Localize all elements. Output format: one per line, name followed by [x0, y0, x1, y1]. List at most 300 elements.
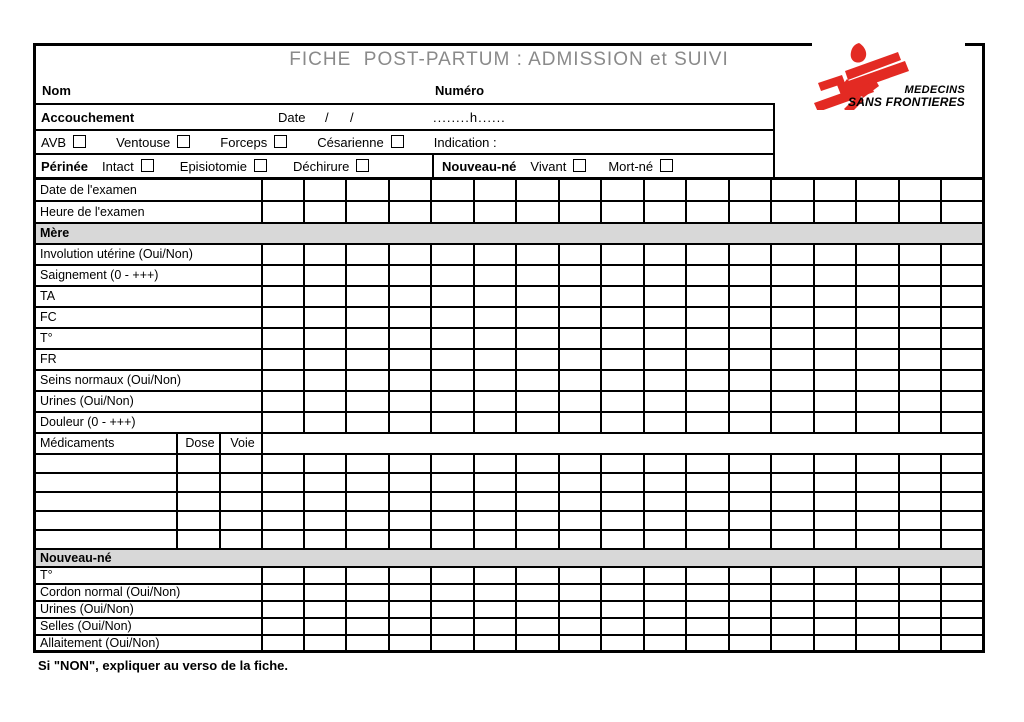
grid-cell[interactable] — [729, 473, 771, 492]
grid-cell[interactable] — [559, 370, 601, 391]
grid-cell[interactable] — [856, 391, 898, 412]
grid-cell[interactable] — [941, 412, 983, 433]
grid-cell[interactable] — [814, 179, 856, 201]
grid-cell[interactable] — [899, 349, 941, 370]
grid-cell[interactable] — [856, 567, 898, 584]
grid-cell[interactable] — [771, 265, 813, 286]
grid-cell[interactable] — [304, 179, 346, 201]
grid-cell[interactable] — [899, 201, 941, 223]
grid-cell[interactable] — [262, 584, 304, 601]
intact-checkbox[interactable] — [141, 159, 154, 172]
grid-cell[interactable] — [474, 511, 516, 530]
grid-cell[interactable] — [516, 179, 558, 201]
grid-cell[interactable] — [729, 265, 771, 286]
grid-cell[interactable] — [431, 179, 473, 201]
grid-cell[interactable] — [644, 618, 686, 635]
grid-cell[interactable] — [262, 349, 304, 370]
grid-cell[interactable] — [304, 370, 346, 391]
grid-cell[interactable] — [814, 328, 856, 349]
grid-cell[interactable] — [601, 454, 643, 473]
grid-cell[interactable] — [814, 567, 856, 584]
grid-cell[interactable] — [431, 265, 473, 286]
grid-cell[interactable] — [856, 454, 898, 473]
grid-cell[interactable] — [601, 511, 643, 530]
grid-cell[interactable] — [474, 454, 516, 473]
grid-cell[interactable] — [389, 179, 431, 201]
grid-cell[interactable] — [601, 584, 643, 601]
grid-cell[interactable] — [941, 201, 983, 223]
grid-cell[interactable] — [729, 370, 771, 391]
grid-cell[interactable] — [941, 370, 983, 391]
grid-cell[interactable] — [304, 349, 346, 370]
grid-cell[interactable] — [304, 307, 346, 328]
grid-cell[interactable] — [474, 391, 516, 412]
grid-cell[interactable] — [856, 201, 898, 223]
dose-cell[interactable] — [177, 530, 220, 549]
forceps-checkbox[interactable] — [274, 135, 287, 148]
grid-cell[interactable] — [729, 492, 771, 511]
grid-cell[interactable] — [899, 454, 941, 473]
mortne-checkbox[interactable] — [660, 159, 673, 172]
grid-cell[interactable] — [262, 511, 304, 530]
grid-cell[interactable] — [304, 201, 346, 223]
grid-cell[interactable] — [814, 635, 856, 652]
grid-cell[interactable] — [814, 349, 856, 370]
grid-cell[interactable] — [941, 618, 983, 635]
grid-cell[interactable] — [771, 201, 813, 223]
grid-cell[interactable] — [686, 179, 728, 201]
grid-cell[interactable] — [856, 307, 898, 328]
dose-cell[interactable] — [177, 473, 220, 492]
grid-cell[interactable] — [431, 412, 473, 433]
grid-cell[interactable] — [941, 601, 983, 618]
grid-cell[interactable] — [601, 307, 643, 328]
grid-cell[interactable] — [771, 511, 813, 530]
grid-cell[interactable] — [941, 179, 983, 201]
grid-cell[interactable] — [262, 412, 304, 433]
grid-cell[interactable] — [814, 601, 856, 618]
grid-cell[interactable] — [516, 244, 558, 265]
grid-cell[interactable] — [899, 328, 941, 349]
voie-cell[interactable] — [220, 511, 262, 530]
grid-cell[interactable] — [474, 492, 516, 511]
grid-cell[interactable] — [346, 454, 388, 473]
grid-cell[interactable] — [431, 635, 473, 652]
grid-cell[interactable] — [389, 530, 431, 549]
grid-cell[interactable] — [899, 473, 941, 492]
grid-cell[interactable] — [899, 307, 941, 328]
grid-cell[interactable] — [644, 511, 686, 530]
grid-cell[interactable] — [771, 530, 813, 549]
grid-cell[interactable] — [729, 618, 771, 635]
grid-cell[interactable] — [771, 349, 813, 370]
grid-cell[interactable] — [346, 584, 388, 601]
grid-cell[interactable] — [771, 307, 813, 328]
grid-cell[interactable] — [431, 328, 473, 349]
grid-cell[interactable] — [941, 511, 983, 530]
grid-cell[interactable] — [899, 412, 941, 433]
grid-cell[interactable] — [474, 265, 516, 286]
grid-cell[interactable] — [941, 265, 983, 286]
grid-cell[interactable] — [304, 412, 346, 433]
grid-cell[interactable] — [262, 265, 304, 286]
grid-cell[interactable] — [262, 179, 304, 201]
grid-cell[interactable] — [516, 454, 558, 473]
grid-cell[interactable] — [516, 370, 558, 391]
grid-cell[interactable] — [814, 265, 856, 286]
grid-cell[interactable] — [559, 412, 601, 433]
grid-cell[interactable] — [729, 454, 771, 473]
grid-cell[interactable] — [814, 492, 856, 511]
grid-cell[interactable] — [516, 412, 558, 433]
grid-cell[interactable] — [431, 307, 473, 328]
grid-cell[interactable] — [346, 328, 388, 349]
grid-cell[interactable] — [856, 473, 898, 492]
grid-cell[interactable] — [644, 286, 686, 307]
grid-cell[interactable] — [601, 328, 643, 349]
grid-cell[interactable] — [389, 265, 431, 286]
grid-cell[interactable] — [559, 530, 601, 549]
grid-cell[interactable] — [729, 601, 771, 618]
grid-cell[interactable] — [389, 349, 431, 370]
episiotomie-checkbox[interactable] — [254, 159, 267, 172]
grid-cell[interactable] — [644, 530, 686, 549]
grid-cell[interactable] — [729, 567, 771, 584]
grid-cell[interactable] — [856, 530, 898, 549]
grid-cell[interactable] — [729, 201, 771, 223]
grid-cell[interactable] — [474, 244, 516, 265]
grid-cell[interactable] — [941, 492, 983, 511]
grid-cell[interactable] — [814, 618, 856, 635]
grid-cell[interactable] — [389, 244, 431, 265]
grid-cell[interactable] — [601, 370, 643, 391]
grid-cell[interactable] — [559, 328, 601, 349]
grid-cell[interactable] — [686, 391, 728, 412]
grid-cell[interactable] — [346, 349, 388, 370]
grid-cell[interactable] — [601, 635, 643, 652]
grid-cell[interactable] — [304, 454, 346, 473]
grid-cell[interactable] — [474, 567, 516, 584]
grid-cell[interactable] — [771, 584, 813, 601]
grid-cell[interactable] — [346, 567, 388, 584]
grid-cell[interactable] — [729, 286, 771, 307]
grid-cell[interactable] — [686, 584, 728, 601]
grid-cell[interactable] — [856, 179, 898, 201]
grid-cell[interactable] — [389, 328, 431, 349]
grid-cell[interactable] — [771, 412, 813, 433]
grid-cell[interactable] — [899, 618, 941, 635]
grid-cell[interactable] — [771, 635, 813, 652]
grid-cell[interactable] — [516, 265, 558, 286]
grid-cell[interactable] — [559, 265, 601, 286]
grid-cell[interactable] — [431, 370, 473, 391]
grid-cell[interactable] — [856, 370, 898, 391]
grid-cell[interactable] — [856, 492, 898, 511]
grid-cell[interactable] — [559, 286, 601, 307]
medicament-name-cell[interactable] — [35, 454, 177, 473]
grid-cell[interactable] — [389, 567, 431, 584]
grid-cell[interactable] — [474, 584, 516, 601]
grid-cell[interactable] — [346, 201, 388, 223]
grid-cell[interactable] — [814, 584, 856, 601]
grid-cell[interactable] — [856, 584, 898, 601]
grid-cell[interactable] — [941, 454, 983, 473]
grid-cell[interactable] — [899, 492, 941, 511]
grid-cell[interactable] — [601, 391, 643, 412]
grid-cell[interactable] — [856, 412, 898, 433]
grid-cell[interactable] — [899, 244, 941, 265]
grid-cell[interactable] — [516, 618, 558, 635]
grid-cell[interactable] — [644, 567, 686, 584]
grid-cell[interactable] — [431, 567, 473, 584]
grid-cell[interactable] — [686, 286, 728, 307]
grid-cell[interactable] — [814, 454, 856, 473]
grid-cell[interactable] — [346, 635, 388, 652]
grid-cell[interactable] — [601, 492, 643, 511]
grid-cell[interactable] — [771, 618, 813, 635]
grid-cell[interactable] — [729, 328, 771, 349]
grid-cell[interactable] — [431, 349, 473, 370]
grid-cell[interactable] — [644, 412, 686, 433]
grid-cell[interactable] — [304, 492, 346, 511]
grid-cell[interactable] — [431, 201, 473, 223]
grid-cell[interactable] — [474, 618, 516, 635]
grid-cell[interactable] — [389, 473, 431, 492]
grid-cell[interactable] — [729, 412, 771, 433]
grid-cell[interactable] — [389, 286, 431, 307]
grid-cell[interactable] — [686, 567, 728, 584]
grid-cell[interactable] — [474, 635, 516, 652]
grid-cell[interactable] — [686, 328, 728, 349]
grid-cell[interactable] — [601, 473, 643, 492]
grid-cell[interactable] — [941, 391, 983, 412]
grid-cell[interactable] — [941, 349, 983, 370]
voie-cell[interactable] — [220, 473, 262, 492]
grid-cell[interactable] — [262, 530, 304, 549]
grid-cell[interactable] — [262, 201, 304, 223]
grid-cell[interactable] — [601, 349, 643, 370]
grid-cell[interactable] — [771, 601, 813, 618]
voie-cell[interactable] — [220, 530, 262, 549]
grid-cell[interactable] — [814, 286, 856, 307]
grid-cell[interactable] — [516, 584, 558, 601]
grid-cell[interactable] — [856, 635, 898, 652]
grid-cell[interactable] — [601, 286, 643, 307]
grid-cell[interactable] — [304, 567, 346, 584]
voie-cell[interactable] — [220, 454, 262, 473]
grid-cell[interactable] — [856, 601, 898, 618]
grid-cell[interactable] — [686, 412, 728, 433]
grid-cell[interactable] — [771, 473, 813, 492]
grid-cell[interactable] — [686, 349, 728, 370]
grid-cell[interactable] — [516, 567, 558, 584]
grid-cell[interactable] — [814, 370, 856, 391]
grid-cell[interactable] — [941, 530, 983, 549]
grid-cell[interactable] — [262, 618, 304, 635]
grid-cell[interactable] — [516, 349, 558, 370]
grid-cell[interactable] — [729, 349, 771, 370]
grid-cell[interactable] — [559, 391, 601, 412]
grid-cell[interactable] — [686, 473, 728, 492]
grid-cell[interactable] — [346, 492, 388, 511]
grid-cell[interactable] — [346, 307, 388, 328]
grid-cell[interactable] — [474, 349, 516, 370]
grid-cell[interactable] — [346, 370, 388, 391]
grid-cell[interactable] — [729, 584, 771, 601]
grid-cell[interactable] — [814, 244, 856, 265]
grid-cell[interactable] — [304, 584, 346, 601]
grid-cell[interactable] — [686, 492, 728, 511]
grid-cell[interactable] — [262, 286, 304, 307]
grid-cell[interactable] — [601, 265, 643, 286]
grid-cell[interactable] — [474, 370, 516, 391]
grid-cell[interactable] — [304, 328, 346, 349]
dose-cell[interactable] — [177, 492, 220, 511]
grid-cell[interactable] — [644, 201, 686, 223]
grid-cell[interactable] — [474, 473, 516, 492]
avb-checkbox[interactable] — [73, 135, 86, 148]
grid-cell[interactable] — [431, 584, 473, 601]
grid-cell[interactable] — [559, 635, 601, 652]
grid-cell[interactable] — [262, 601, 304, 618]
grid-cell[interactable] — [262, 370, 304, 391]
grid-cell[interactable] — [262, 307, 304, 328]
grid-cell[interactable] — [474, 179, 516, 201]
grid-cell[interactable] — [601, 201, 643, 223]
grid-cell[interactable] — [431, 492, 473, 511]
grid-cell[interactable] — [474, 307, 516, 328]
grid-cell[interactable] — [686, 511, 728, 530]
grid-cell[interactable] — [644, 473, 686, 492]
grid-cell[interactable] — [899, 530, 941, 549]
grid-cell[interactable] — [686, 618, 728, 635]
grid-cell[interactable] — [941, 473, 983, 492]
grid-cell[interactable] — [389, 370, 431, 391]
medicament-name-cell[interactable] — [35, 511, 177, 530]
grid-cell[interactable] — [516, 473, 558, 492]
grid-cell[interactable] — [559, 492, 601, 511]
grid-cell[interactable] — [262, 567, 304, 584]
grid-cell[interactable] — [304, 265, 346, 286]
grid-cell[interactable] — [389, 412, 431, 433]
grid-cell[interactable] — [474, 328, 516, 349]
grid-cell[interactable] — [431, 286, 473, 307]
grid-cell[interactable] — [431, 618, 473, 635]
grid-cell[interactable] — [346, 511, 388, 530]
grid-cell[interactable] — [686, 635, 728, 652]
grid-cell[interactable] — [304, 618, 346, 635]
grid-cell[interactable] — [559, 584, 601, 601]
grid-cell[interactable] — [771, 244, 813, 265]
grid-cell[interactable] — [304, 473, 346, 492]
grid-cell[interactable] — [941, 328, 983, 349]
dechirure-checkbox[interactable] — [356, 159, 369, 172]
grid-cell[interactable] — [644, 265, 686, 286]
grid-cell[interactable] — [856, 618, 898, 635]
grid-cell[interactable] — [559, 179, 601, 201]
grid-cell[interactable] — [262, 328, 304, 349]
grid-cell[interactable] — [346, 530, 388, 549]
grid-cell[interactable] — [856, 286, 898, 307]
cesarienne-checkbox[interactable] — [391, 135, 404, 148]
grid-cell[interactable] — [389, 307, 431, 328]
grid-cell[interactable] — [304, 286, 346, 307]
grid-cell[interactable] — [856, 328, 898, 349]
vivant-checkbox[interactable] — [573, 159, 586, 172]
grid-cell[interactable] — [686, 201, 728, 223]
grid-cell[interactable] — [771, 179, 813, 201]
grid-cell[interactable] — [729, 391, 771, 412]
grid-cell[interactable] — [601, 601, 643, 618]
grid-cell[interactable] — [559, 473, 601, 492]
grid-cell[interactable] — [771, 454, 813, 473]
grid-cell[interactable] — [941, 307, 983, 328]
grid-cell[interactable] — [941, 286, 983, 307]
grid-cell[interactable] — [516, 286, 558, 307]
grid-cell[interactable] — [686, 530, 728, 549]
grid-cell[interactable] — [771, 391, 813, 412]
grid-cell[interactable] — [516, 201, 558, 223]
grid-cell[interactable] — [431, 473, 473, 492]
grid-cell[interactable] — [771, 567, 813, 584]
dose-cell[interactable] — [177, 511, 220, 530]
grid-cell[interactable] — [431, 601, 473, 618]
ventouse-checkbox[interactable] — [177, 135, 190, 148]
grid-cell[interactable] — [856, 511, 898, 530]
grid-cell[interactable] — [346, 265, 388, 286]
grid-cell[interactable] — [814, 201, 856, 223]
grid-cell[interactable] — [304, 391, 346, 412]
grid-cell[interactable] — [686, 601, 728, 618]
grid-cell[interactable] — [644, 244, 686, 265]
grid-cell[interactable] — [474, 286, 516, 307]
grid-cell[interactable] — [516, 492, 558, 511]
grid-cell[interactable] — [941, 567, 983, 584]
grid-cell[interactable] — [262, 391, 304, 412]
grid-cell[interactable] — [304, 511, 346, 530]
grid-cell[interactable] — [431, 454, 473, 473]
grid-cell[interactable] — [814, 511, 856, 530]
grid-cell[interactable] — [856, 349, 898, 370]
grid-cell[interactable] — [644, 349, 686, 370]
grid-cell[interactable] — [899, 391, 941, 412]
grid-cell[interactable] — [262, 454, 304, 473]
grid-cell[interactable] — [899, 370, 941, 391]
grid-cell[interactable] — [814, 307, 856, 328]
grid-cell[interactable] — [686, 454, 728, 473]
grid-cell[interactable] — [644, 391, 686, 412]
grid-cell[interactable] — [559, 201, 601, 223]
grid-cell[interactable] — [516, 511, 558, 530]
grid-cell[interactable] — [559, 601, 601, 618]
grid-cell[interactable] — [346, 412, 388, 433]
grid-cell[interactable] — [601, 412, 643, 433]
grid-cell[interactable] — [431, 391, 473, 412]
grid-cell[interactable] — [771, 370, 813, 391]
grid-cell[interactable] — [644, 454, 686, 473]
grid-cell[interactable] — [771, 286, 813, 307]
grid-cell[interactable] — [389, 584, 431, 601]
grid-cell[interactable] — [686, 265, 728, 286]
grid-cell[interactable] — [899, 265, 941, 286]
grid-cell[interactable] — [346, 473, 388, 492]
grid-cell[interactable] — [389, 454, 431, 473]
grid-cell[interactable] — [346, 391, 388, 412]
grid-cell[interactable] — [644, 328, 686, 349]
grid-cell[interactable] — [899, 179, 941, 201]
grid-cell[interactable] — [899, 511, 941, 530]
grid-cell[interactable] — [644, 635, 686, 652]
